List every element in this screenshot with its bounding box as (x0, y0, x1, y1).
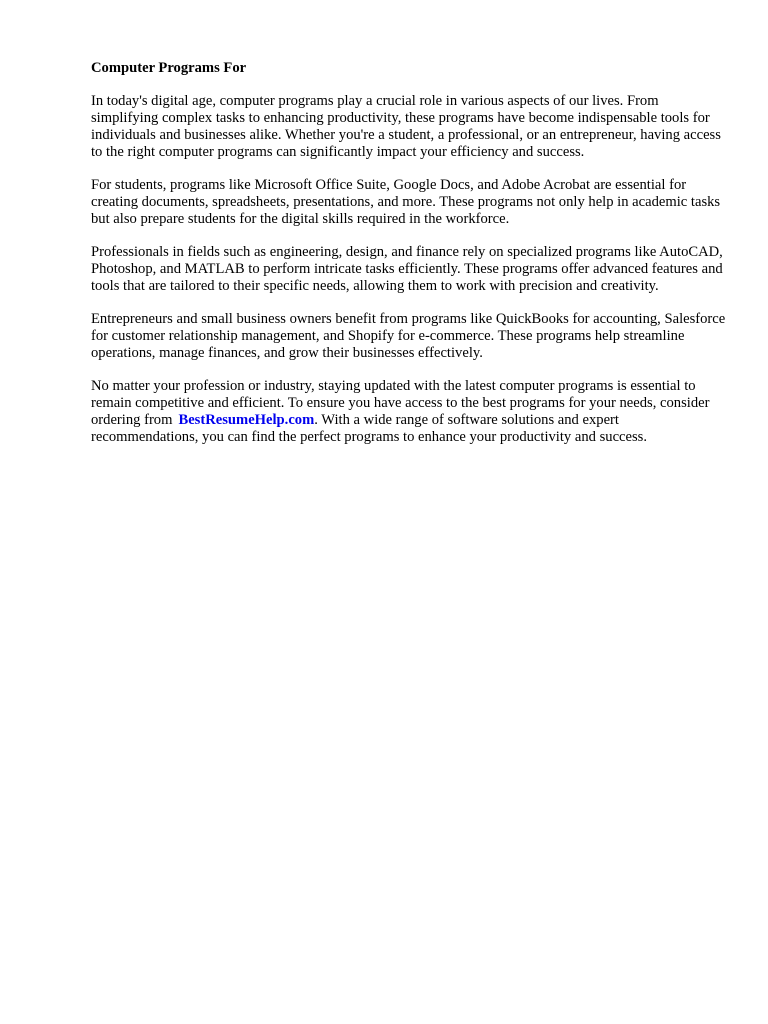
paragraph-entrepreneurs: Entrepreneurs and small business owners benefit from programs like QuickBooks for accounting, Salesforce for customer relationship management, and Shopify for e-commerce. These programs help streamline operations, manage finances, and grow their businesses effectively. (91, 311, 726, 361)
paragraph-professionals: Professionals in fields such as engineering, design, and finance rely on specialized programs like AutoCAD, Photoshop, and MATLAB to perform intricate tasks efficiently. These programs offer advanced features and tools that are tailored to their specific needs, allowing them to work with precision and creativity. (91, 244, 723, 294)
paragraph-closing (91, 378, 726, 446)
paragraph-students: For students, programs like Microsoft Office Suite, Google Docs, and Adobe Acrobat are essential for creating documents, spreadsheets, presentations, and more. These programs not only help in academic tasks but also prepare students for the digital skills required in the workforce. (91, 177, 721, 227)
bestresumehelp-link[interactable]: BestResumeHelp.com (178, 412, 315, 428)
closing-text-after-link: . With a wide range of software solutions and expert recommendations, you can find the perfect programs to enhance your productivity and success. (91, 412, 648, 445)
document-title: Computer Programs For (91, 60, 247, 76)
document-page (91, 60, 726, 462)
closing-text-before-link: No matter your profession or industry, staying updated with the latest computer programs is essential to remain competitive and efficient. To ensure you have access to the best programs for your needs, consider ordering from (91, 378, 710, 428)
paragraph-intro: In today's digital age, computer programs play a crucial role in various aspects of our lives. From simplifying complex tasks to enhancing productivity, these programs have become indispensable tools for individuals and businesses alike. Whether you're a student, a professional, or an entrepreneur, having access to the right computer programs can significantly impact your efficiency and success. (91, 93, 721, 160)
